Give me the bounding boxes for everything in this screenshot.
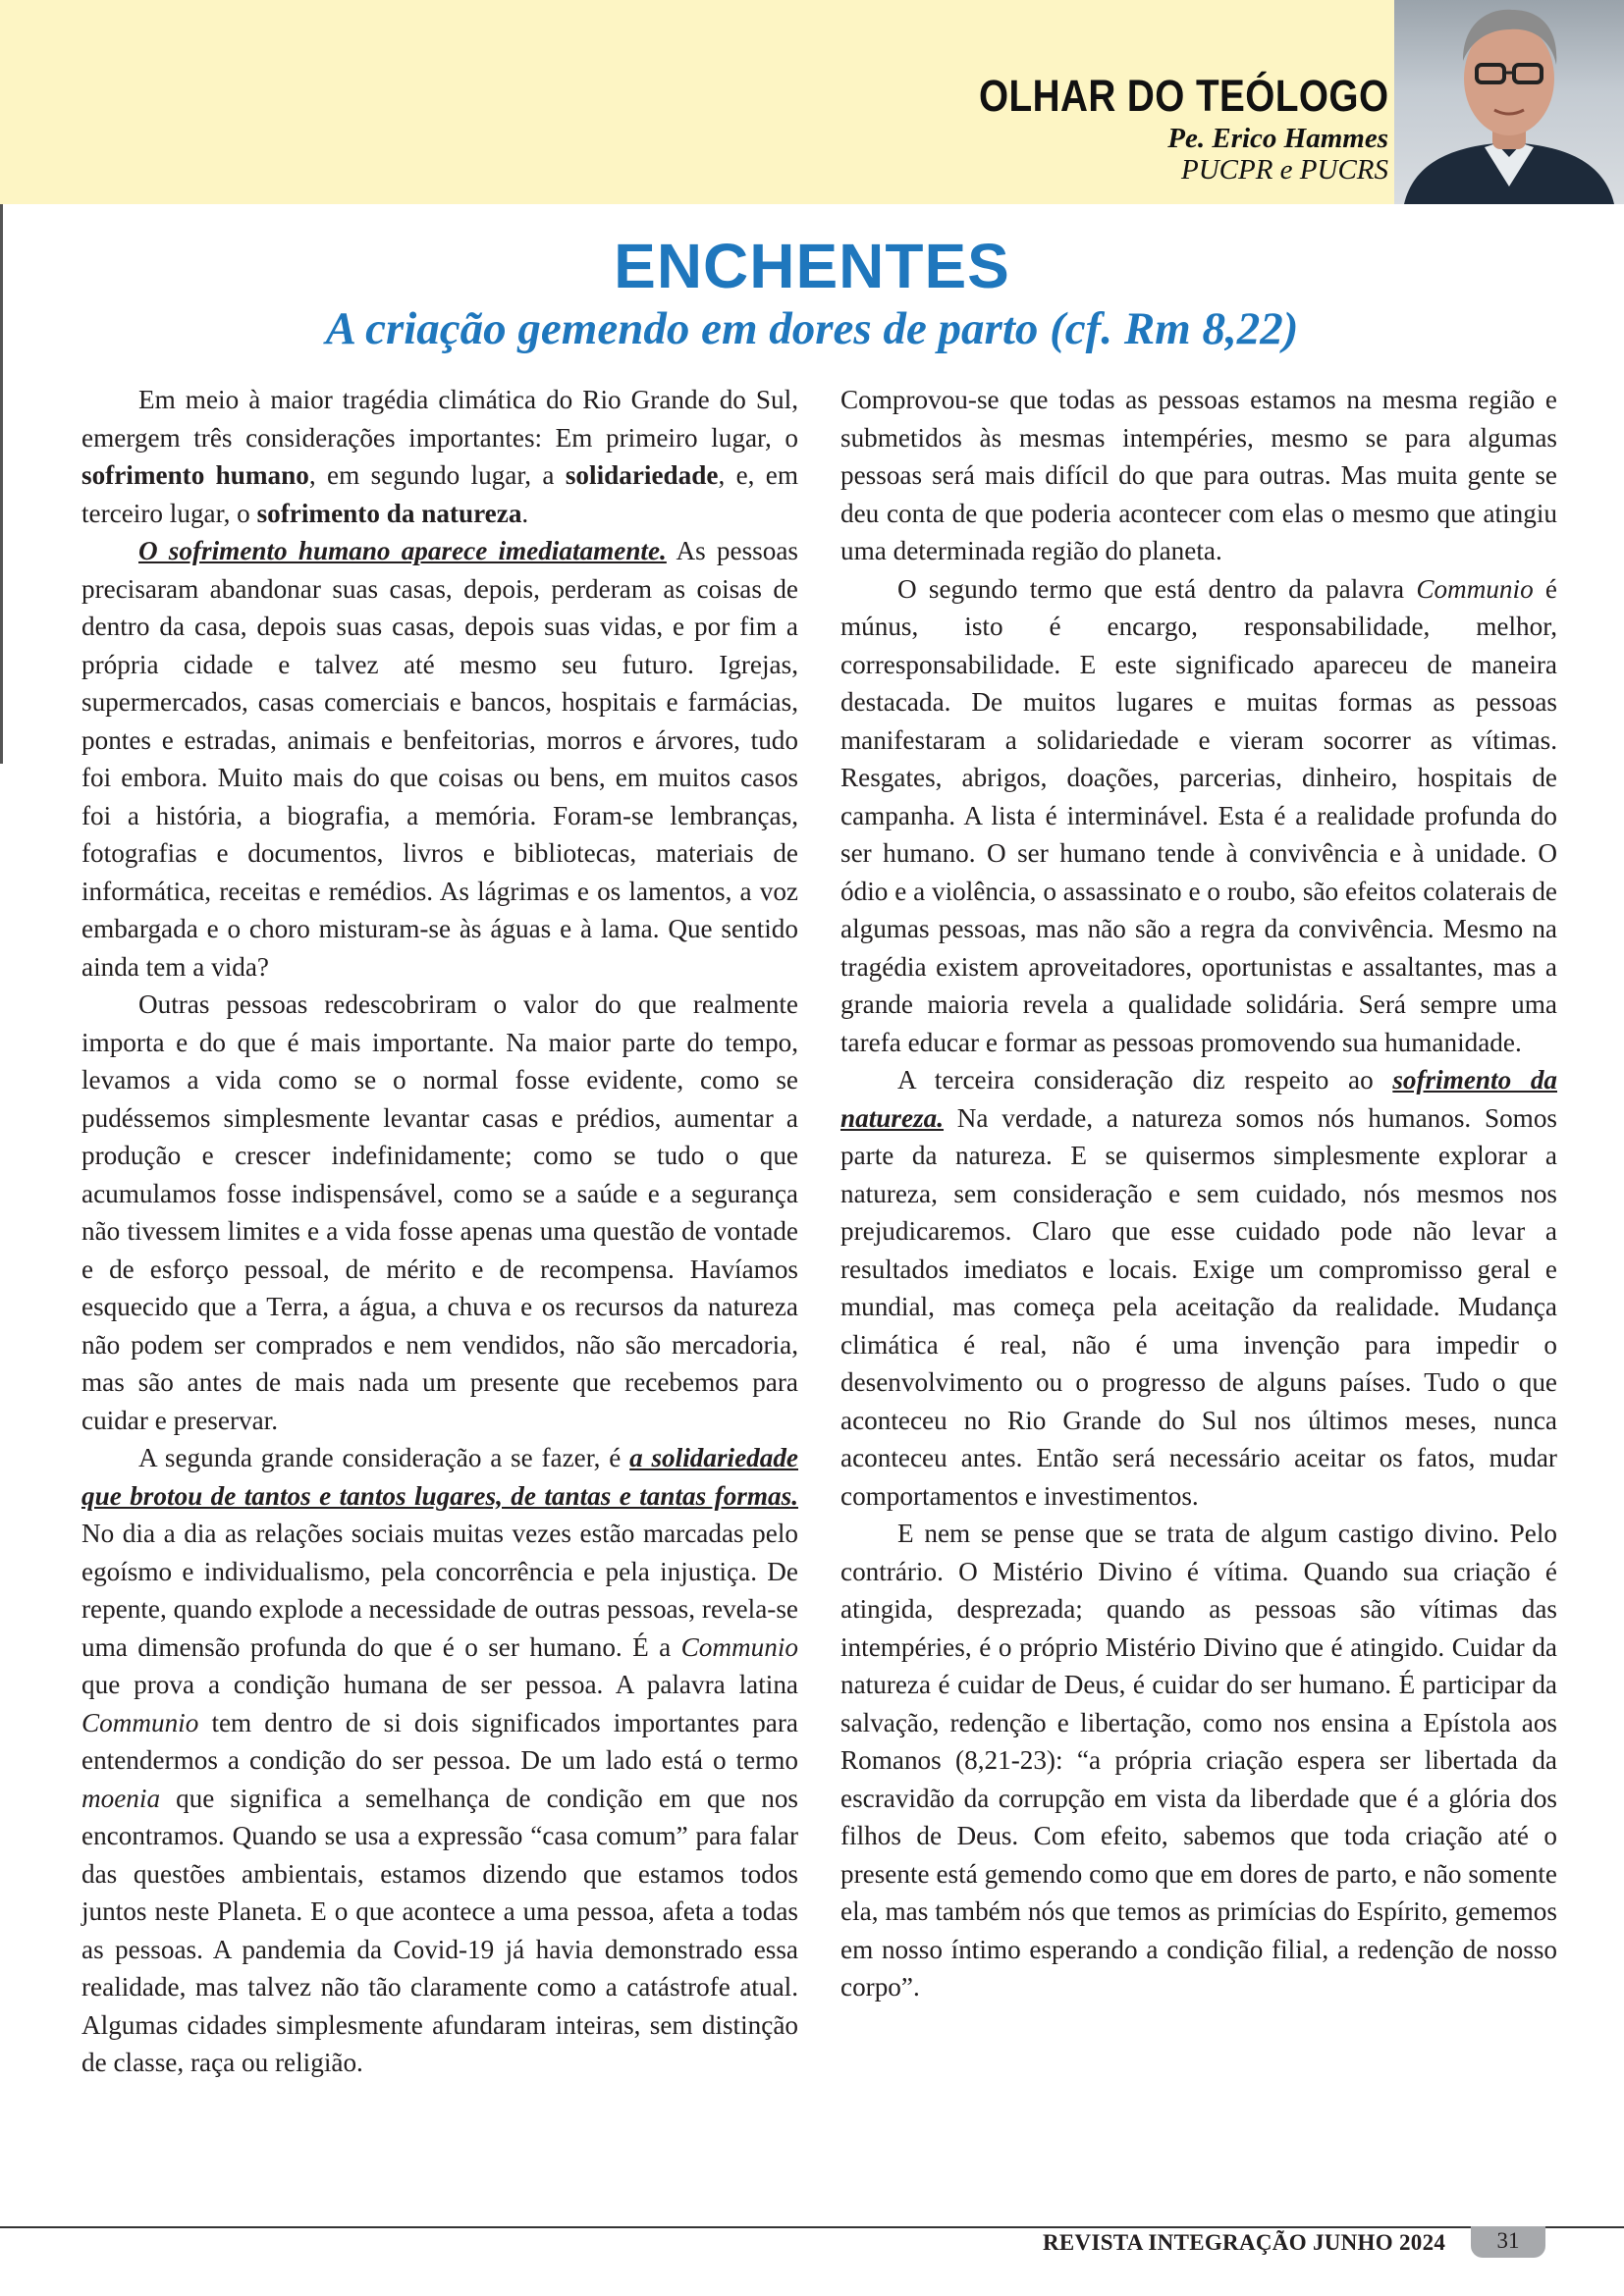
bold-phrase: solidariedade [565, 460, 719, 490]
text-run: tem dentro de si dois significados importantes para entendermos a condição do ser pessoa. De um lado está o termo [81, 1707, 798, 1775]
bold-phrase: sofrimento humano [81, 460, 309, 490]
section-lead: sofrimento da natureza. [840, 1065, 1558, 1133]
paragraph-6 [840, 1061, 1557, 1515]
author-affiliation: PUCPR e PUCRS [1180, 154, 1388, 186]
column-title: OLHAR DO TEÓLOGO [978, 71, 1388, 121]
text-run: No dia a dia as relações sociais muitas vezes estão marcadas pelo egoísmo e individualismo, pela concorrência e pela injustiça. De repente, quando explode a necessidade de outras pessoas, revela-se uma dimensão profunda do que é o ser humano. É a [81, 1519, 798, 1662]
text-run: . [521, 498, 529, 528]
paragraph-1 [81, 381, 798, 532]
text-run: Em meio à maior tragédia climática do Rio Grande do Sul, emergem três considerações importantes: Em primeiro lugar, o [81, 385, 798, 453]
italic-term: Communio [81, 1707, 199, 1737]
text-run: que significa a semelhança de condição em que nos encontramos. Quando se usa a expressão “casa comum” para falar das questões ambientais, estamos dizendo que estamos todos juntos neste Planeta. E o que acontece a uma pessoa, afeta a todas as pessoas. A pandemia da Covid-19 já havia demonstrado essa realidade, mas talvez não tão claramente como a catástrofe atual. Algumas cidades simplesmente afundaram inteiras, sem distinção de classe, raça ou religião. [81, 1783, 798, 2077]
paragraph-4-continued: Comprovou-se que todas as pessoas estamos na mesma região e submetidos às mesmas intempéries, mesmo se para algumas pessoas será mais difícil do que para outras. Mas muita gente se deu conta de que poderia acontecer com elas o mesmo que atingiu uma determinada região do planeta. [840, 385, 1557, 565]
italic-term: Communio [680, 1631, 798, 1662]
bold-phrase: sofrimento da natureza [256, 498, 522, 528]
paragraph-7: E nem se pense que se trata de algum castigo divino. Pelo contrário. O Mistério Divino é vítima. Quando sua criação é atingida, desprezada; quando as pessoas são vítimas das intempéries, é o próprio Mistério Divino que é atingido. Cuidar da natureza é cuidar de Deus, é cuidar do ser humano. É participar da salvação, redenção e libertação, como nos ensina a Epístola aos Romanos (8,21-23): “a própria criação espera ser libertada da escravidão da corrupção em vista da liberdade que é a glória dos filhos de Deus. Com efeito, sabemos que toda criação até o presente está gemendo como que em dores de parto, e não somente ela, mas também nós que temos as primícias do Espírito, gememos em nosso íntimo esperando a condição filial, a redenção de nosso corpo”. [840, 1519, 1557, 2002]
author-name: Pe. Erico Hammes [1167, 123, 1388, 154]
section-lead: O sofrimento humano aparece imediatamente. [138, 536, 667, 565]
article-title: ENCHENTES [614, 231, 1010, 301]
author-portrait-illustration [1394, 0, 1624, 204]
footer-rule [0, 2226, 1624, 2228]
article-subtitle: A criação gemendo em dores de parto (cf. Rm 8,22) [325, 303, 1299, 354]
text-run: , e, em terceiro lugar, o [81, 460, 798, 528]
section-lead: a solidariedade que brotou de tantos e tantos lugares, de tantas e tantas formas. [81, 1443, 798, 1511]
author-photo [1394, 0, 1624, 204]
paragraph-5 [840, 570, 1557, 1062]
text-column-right [840, 381, 1557, 2006]
italic-term: moenia [81, 1783, 161, 1813]
paragraph-4 [81, 1439, 798, 2082]
paragraph-2 [81, 532, 798, 986]
text-run: A segunda grande consideração a se fazer, é [138, 1443, 630, 1472]
text-column-left [81, 381, 798, 2082]
paragraph-3: Outras pessoas redescobriram o valor do que realmente importa e do que é mais importante. Na maior parte do tempo, levamos a vida como se o normal fosse evidente, como se pudéssemos simplesmente levantar casas e prédios, aumentar a produção e crescer indefinidamente; como se tudo o que acumulamos fosse indispensável, como se a saúde e a segurança não tivessem limites e a vida fosse apenas uma questão de vontade e de esforço pessoal, de mérito e de recompensa. Havíamos esquecido que a Terra, a água, a chuva e os recursos da natureza não podem ser comprados e nem vendidos, não são mercadoria, mas são antes de mais nada um presente que recebemos para cuidar e preservar. [81, 989, 798, 1435]
text-run: As pessoas precisaram abandonar suas casas, depois, perderam as coisas de dentro da casa, depois suas casas, depois suas vidas, e por fim a própria cidade e talvez até mesmo seu futuro. Igrejas, supermercados, casas comerciais e bancos, hospitais e farmácias, pontes e estradas, animais e benfeitorias, morros e árvores, tudo foi embora. Muito mais do que coisas ou bens, em muitos casos foi a história, a biografia, a memória. Foram-se lembranças, fotografias e documentos, livros e bibliotecas, materiais de informática, receitas e remédios. As lágrimas e os lamentos, a voz embargada e o choro misturam-se às águas e à lama. Que sentido ainda tem a vida? [81, 536, 798, 982]
italic-term: Communio [1416, 573, 1534, 604]
text-run: O segundo termo que está dentro da palavra [897, 573, 1417, 604]
page-number: 31 [1471, 2226, 1545, 2258]
text-run: é múnus, isto é encargo, responsabilidade, melhor, corresponsabilidade. E este significado apareceu de maneira destacada. De muitos lugares e muitas formas as pessoas manifestaram a solidariedade e vieram socorrer as vítimas. Resgates, abrigos, doações, parcerias, dinheiro, hospitais de campanha. A lista é interminável. Esta é a realidade profunda do ser humano. O ser humano tende à convivência e à unidade. O ódio e a violência, o assassinato e o roubo, são efeitos colaterais de algumas pessoas, mas não são a regra da convivência. Mesmo na tragédia existem aproveitadores, oportunistas e assaltantes, mas a grande maioria revela a qualidade solidária. Será sempre uma tarefa educar e formar as pessoas promovendo sua humanidade. [840, 573, 1557, 1057]
text-run: A terceira consideração diz respeito ao [897, 1065, 1393, 1095]
text-run: Na verdade, a natureza somos nós humanos. Somos parte da natureza. E se quisermos simplesmente explorar a natureza, sem consideração e sem cuidado, nós mesmos nos prejudicaremos. Claro que esse cuidado pode não levar a resultados imediatos e locais. Exige um compromisso geral e mundial, mas começa pela aceitação da realidade. Mudança climática é real, não é uma invenção para impedir o desenvolvimento ou o progresso de alguns países. Tudo o que aconteceu no Rio Grande do Sul nos últimos meses, nunca aconteceu antes. Então será necessário aceitar os fatos, mudar comportamentos e investimentos. [840, 1102, 1557, 1511]
text-run: , em segundo lugar, a [308, 460, 566, 490]
text-run: que prova a condição humana de ser pessoa. A palavra latina [81, 1670, 798, 1699]
footer-publication: REVISTA INTEGRAÇÃO JUNHO 2024 [1043, 2230, 1446, 2255]
